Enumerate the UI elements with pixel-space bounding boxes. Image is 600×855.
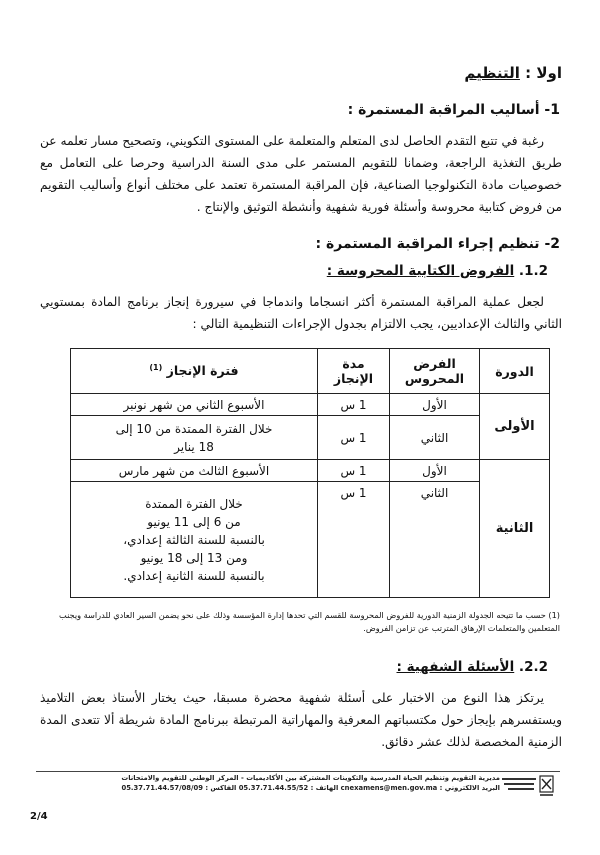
paragraph-written-tests: لجعل عملية المراقبة المستمرة أكثر انسجاما واندماجا في سيرورة إنجاز برنامج المادة بمستويي الثاني والثالث الإعداديين، يجب الالتزام بجدول الإجراءات التنظيمية التالي : — [40, 295, 562, 331]
table-row — [71, 460, 550, 482]
heading-organization: 2- تنظيم إجراء المراقبة المستمرة : — [315, 236, 560, 252]
footer-line-contact: البريد الالكتروني : cnexamens@men.gov.ma الهاتف : 05.37.71.44.55/52 الفاكس : 05.37.71.44.57/08/09 — [121, 784, 500, 792]
cell-period: الأسبوع الثالث من شهر مارس — [71, 460, 318, 482]
subheading-written-tests-title: الفروض الكتابية المحروسة : — [326, 263, 515, 279]
heading-continuous-assessment-methods: 1- أساليب المراقبة المستمرة : — [347, 102, 560, 118]
header-test: الفرض المحروس — [390, 349, 480, 394]
cell-cycle: الثانية — [480, 460, 550, 598]
section-title — [464, 64, 562, 82]
cell-test: الثاني — [390, 482, 480, 598]
cell-period: الأسبوع الثاني من شهر نونبر — [71, 394, 318, 416]
paragraph-assessment-methods: رغبة في تتبع التقدم الحاصل لدى المتعلم والمتعلمة على المستوى التكويني، وتصحيح مسار تعلمه عن طريق التغذية الراجعة، وضمانا للتقويم المستمر على مدى السنة الدراسية وحرصا على التعامل مع خصوصيات مادة التكنولوجيا الصناعية، فإن المراقبة المستمرة تعتمد على مختلف أنواع وأساليب التقويم من فروض كتابية محروسة وأسئلة فورية شفهية وأنشطة التوثيق والإنتاج . — [40, 134, 562, 214]
cell-duration: 1 س — [318, 416, 390, 460]
paragraph-oral-questions: يرتكز هذا النوع من الاختبار على أسئلة شفهية محضرة مسبقا، حيث يختار الأستاذ بعض التلاميذ ويستفسرهم بإيجاز حول مكتسباتهم المعرفية والمهاراتية المرتبطة ببرنامج المادة شريطة ألا تتعدى المدة الزمنية المخصصة لذلك عشر دقائق. — [40, 691, 562, 749]
cell-test: الأول — [390, 460, 480, 482]
header-period-label: فترة الإنجاز — [166, 363, 239, 379]
cell-period-line: بالنسبة للسنة الثانية إعدادي. — [123, 568, 265, 583]
cell-test: الثاني — [390, 416, 480, 460]
cell-period-line: خلال الفترة الممتدة من 10 إلى — [115, 421, 273, 436]
cell-duration: 1 س — [318, 394, 390, 416]
ministry-logo-icon — [500, 775, 554, 799]
header-duration: مدة الإنجاز — [318, 349, 390, 394]
cell-duration: 1 س — [318, 482, 390, 598]
header-period-note: (1) — [149, 363, 163, 373]
cell-period-line: 18 يناير — [174, 439, 214, 454]
cell-cycle: الأولى — [480, 394, 550, 460]
table-row — [71, 394, 550, 416]
page-number: 2/4 — [30, 811, 48, 822]
cell-period — [71, 482, 318, 598]
tests-schedule-table — [70, 348, 550, 598]
subheading-oral-questions-number: 2.2. — [514, 659, 548, 675]
header-cycle: الدورة — [480, 349, 550, 394]
section-title-text: التنظيم — [464, 64, 520, 82]
cell-test: الأول — [390, 394, 480, 416]
cell-period-line: ومن 13 إلى 18 يونيو — [140, 550, 248, 565]
cell-period-line: من 6 إلى 11 يونيو — [147, 514, 241, 529]
footer-divider — [36, 771, 560, 772]
cell-period-line: خلال الفترة الممتدة — [145, 496, 243, 511]
cell-duration: 1 س — [318, 460, 390, 482]
footnote: (1) حسب ما تتيحه الجدولة الزمنية الدورية للفروض المحروسة للقسم التي تحدها إدارة المؤسسة وذلك على نحو يضمن السير العادي للدراسة ويجنب المتعلمين والمتعلمات الإرهاق المترتب عن تزامن الفروض. — [59, 610, 560, 633]
footer-contact — [60, 773, 500, 793]
subheading-oral-questions — [397, 659, 549, 675]
subheading-written-tests-number: 1.2. — [514, 263, 548, 279]
subheading-oral-questions-title: الأسئلة الشفهية : — [396, 659, 515, 675]
table-row — [71, 482, 550, 598]
cell-period — [71, 416, 318, 460]
table-header-row — [71, 349, 550, 394]
subheading-written-tests — [327, 263, 548, 279]
section-title-prefix: اولا : — [519, 64, 562, 82]
header-period — [71, 349, 318, 394]
table-row — [71, 416, 550, 460]
cell-period-line: بالنسبة للسنة الثالثة إعدادي، — [123, 532, 265, 547]
footer-line-directorate: مديرية التقويم وتنظيم الحياة المدرسية والتكوينات المشتركة بين الأكاديميات - المركز الوطني للتقويم والامتحانات — [121, 774, 500, 782]
